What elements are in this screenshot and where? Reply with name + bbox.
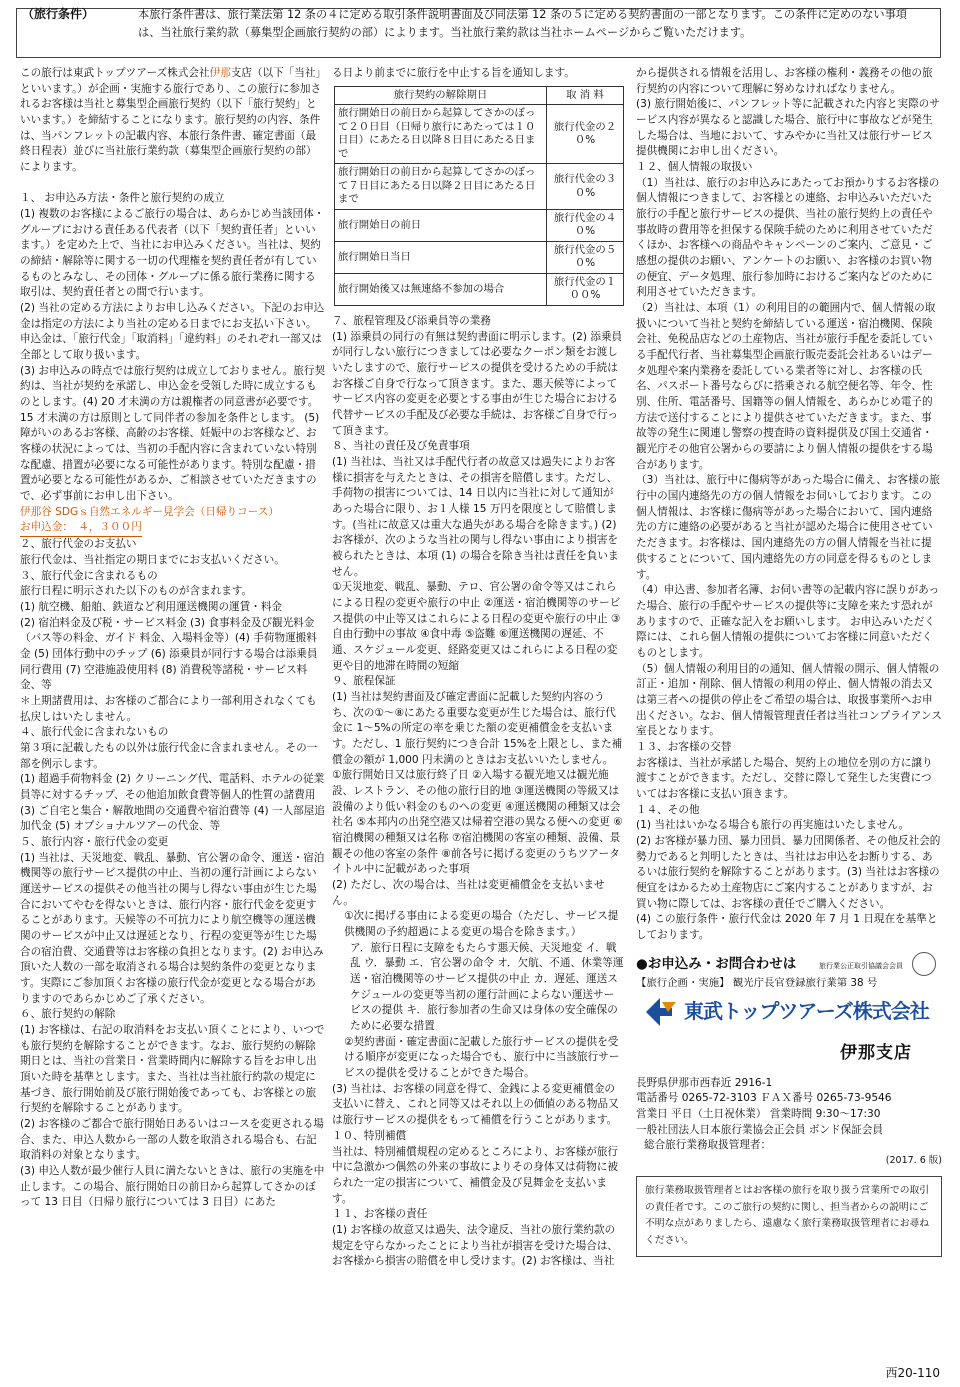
business-hours: 営業日 平日（土日祝休業） 営業時間 9:30〜17:30 [636, 1108, 881, 1121]
terms-header-label: （旅行条件） [22, 7, 95, 21]
section-6-title: ６、旅行契約の解除 [20, 1008, 116, 1021]
company-logo [646, 997, 942, 1027]
section-4-title: ４、旅行代金に含まれないもの [20, 726, 169, 739]
section-7-p: (1) 添乗員の同行の有無は契約書面に明示します。(2) 添乗員が同行しない旅行につきましては必要なクーポン類をお渡しいたしますので、旅行サービスの提供を受けるための手続はお客様ご自身で行なって頂きます。また、悪天候等によってサービス内容の変更を必要とする事由が生じた場合における代替サービスの手配及び必要な手続は、お客様ご自身で行って頂きます。 [332, 330, 623, 437]
company-name: 東武トップツアーズ株式会社 [684, 999, 929, 1024]
table-cell-term: 旅行開始後又は無連絡不参加の場合 [335, 273, 547, 305]
table-cell-term: 旅行開始日当日 [335, 241, 547, 273]
section-12-p: （1）当社は、旅行のお申込みにあたってお預かりするお客様の個人情報につきまして、お客様との連絡、お申込みいただいた旅行の手配と旅行サービスの提供、当社の旅行契約上の責任や事故時の費用等を担保する保険手続のために利用させていただくほか、お客様への商品やキャンペーンのご案内、ご意見・ご感想の提供のお願い、アンケートのお願い、お客様のお買い物の便宜、データ処理、旅行参加時におけるご案内などのために利用させていただきます。 （2）当社は、本項（1）の利用目的の範囲内で、個人情報の取扱いについて当社と契約を締結している運送・宿泊機関、保険会社、免税品店などの土産物店、当社が旅行手配を委託している手配代行者、当社募集型企画旅行販売委託会社あるいはデータ処理や案内業務を委託している業者等に対し、お客様の氏名、パスポート番号ならびに搭乗される航空便名等、年令、性別、住所、電話番号、国籍等の個人情報を、あらかじめ電子的方法で送付することにより提供させていただきます。また、事故等の発生に関連し警察の捜査時の資料提供及び国土交通省・観光庁その他官公署からの要請により個人情報の提供をする場合があります。 （3）当社は、旅行中に傷病等があった場合に備え、お客様の旅行中の国内連絡先の方の個人情報をお伺いしております。この個人情報は、お客様に傷病等があった場合において、国内連絡先の方に連絡の必要があると当社が認めた場合に使用させていただきます。お客様は、国内連絡先の方の個人情報を当社に提供することについて、国内連絡先の方の同意を得るものとします。 （4）申込書、参加者名簿、お伺い書等の記載内容に誤りがあった場合、旅行の手配やサービスの提供等に支障を来たす恐れがありますので、正確な記入をお願いします。 お申込みいただく際には、これら個人情報の提供についてお客様に同意いただくものとします。 （5）個人情報の利用目的の通知、個人情報の開示、個人情報の訂正・追加・削除、個人情報の利用の停止、個人情報の消去又は第三者への提供の停止をご希望の場合は、取扱事業所へお申出ください。なお、個人情報管理責任者は当社コンプライアンス室長となります。 [636, 176, 942, 738]
section-10-title: １０、特別補償 [332, 1129, 407, 1142]
table-cell-fee: 旅行代金の５０% [547, 241, 624, 273]
table-cell-fee: 旅行代金の２０% [547, 105, 624, 164]
table-header-term: 旅行契約の解除期日 [335, 86, 547, 105]
table-cell-fee: 旅行代金の３０% [547, 164, 624, 210]
travel-manager: 総合旅行業務取扱管理者： [644, 1139, 772, 1152]
col3-lead: から提供される情報を活用し、お客様の権利・義務その他の旅行契約の内容について理解に努めなければなりません。 (3) 旅行開始後に、パンフレット等に記載された内容と実際のサービス内容が異なると認識した場合、旅行中に事故などが発生した場合は、当地において、すみやかに当社又は旅行サービス提供機関にお申し出ください。 [636, 67, 940, 158]
section-13-p: お客様は、当社が承諾した場合、契約上の地位を別の方に譲り渡すことができます。ただし、交替に際して発生した実費についてはお客様に支払い頂きます。 [636, 756, 933, 800]
section-3-p: 旅行日程に明示された以下のものが含まれます。 (1) 航空機、船舶、鉄道など利用運送機関の運賃・料金 (2) 宿泊料金及び税・サービス料金 (3) 食事料金及び観光料金（バス等の料金、ガイド 料金、入場料金等）(4) 手荷物運搬料金 (5) 団体行動中のチップ (6) 添乗員が同行する場合は添乗員同行費用 (7) 空港施設使用料 (8) 消費税等諸税・サービス料金、等 ＊上期諸費用は、お客様のご都合により一部利用されなくても払戻しはいたしません。 [20, 585, 318, 723]
section-3-title: ３、旅行代金に含まれるもの [20, 569, 158, 582]
section-9-exception-2: ②契約書面・確定書面に記載した旅行サービスの提供を受ける順序が変更になった場合でも、旅行中に当該旅行サービスの提供を受けることができた場合。 [344, 1035, 620, 1080]
table-cell-fee: 旅行代金の１００% [547, 273, 624, 305]
document-number: 西20-110 [885, 1366, 940, 1381]
section-4-p: 第３項に記載したもの以外は旅行代金に含まれません。その一部を例示します。 (1) 超過手荷物料金 (2) クリーニング代、電話料、ホテルの従業員等に対するチップ、その他追加飲食費等個人的性質の諸費用 (3) ご自宅と集合・解散地間の交通費や宿泊費等 (4) 一人部屋追加代金 (5) オプショナルツアーの代金、等 [20, 741, 325, 833]
column-2 [332, 66, 624, 1378]
section-1-p3: (3) お申込みの時点では旅行契約は成立しておりません。旅行契約は、当社が契約を承諾し、申込金を受領した時に成立するものとします。(4) 20 才未満の方は親権者の同意書が必要です。15 才未満の方は原則として同伴者の参加を条件とします。 (5) 障がいのあるお客様、高齢のお客様、妊娠中のお客様など、お客様の状況によっては、当初の手配内容に含まれていない特別な配慮、措置が必要になる可能性があります。特別な配慮・措置が必要となる可能性があるか、ご相談させていただきますので、必ず事前にお申し出下さい。 [20, 364, 326, 503]
section-1-title: １、 お申込み方法・条件と旅行契約の成立 [20, 192, 225, 205]
section-7-title: ７、旅程管理及び添乗員等の業務 [332, 314, 491, 327]
section-5-p: (1) 当社は、天災地変、戦乱、暴動、官公署の命令、運送・宿泊機関等の旅行サービス提供の中止、当初の運行計画によらない運送サービスの提供その他当社の関与し得ない事由が生じた場合においてやむを得ないときは、旅行内容・旅行代金を変更することがあります。天候等の不可抗力により航空機等の運送機関のサービスが中止又は遅延となり、行程の変更等が生じた場合の宿泊費、交通費等はお客様の負担となります。(2) お申込み頂いた人数の一部を取消される場合は契約条件の変更となります。実際にご参加頂くお客様の旅行代金が変更となる場合がありますのであらかじめご了承ください。 [20, 851, 325, 1005]
section-6-p: (1) お客様は、右記の取消料をお支払い頂くことにより、いつでも旅行契約を解除することができます。なお、旅行契約の解除期日とは、当社の営業日・営業時間内に解除する旨をお申し出頂いた時を基準とします。また、当社は当社旅行約款の規定に基づき、旅行開始前及び旅行開始後であっても、お客様との旅行契約を解除することがあります。 (2) お客様のご都合で旅行開始日あるいはコースを変更される場合、また、申込人数から一部の人数を取消される場合も、右記取消料の対象となります。 (3) 申込人数が最少催行人員に満たないときは、旅行の実施を中止します。この場合、旅行開始日の前日から起算してさかのぼって 13 日目（日帰り旅行については 3 日目）にあた [20, 1023, 325, 1209]
col2-lead: る日より前までに旅行を中止する旨を通知します。 [332, 67, 575, 79]
contact-title-text: ●お申込み・お問合わせは [636, 955, 797, 972]
deposit-amount: お申込金： ４，３００円 [20, 520, 142, 537]
table-header-row [335, 86, 624, 105]
section-1-p1: (1) 複数のお客様によるご旅行の場合は、あらかじめ当該団体・グループにおける責任ある代表者（以下「契約責任者」といいます。）を定めた上で、当社にお申込みください。当社は、契約の締結・解除等に関する一切の代理権を契約責任者が有しているものとみなし、その団体・グループに係る旅行業務に関する取引は、契約責任者との間で行います。 [20, 208, 325, 299]
section-8-p: (1) 当社は、当社又は手配代行者の故意又は過失によりお客様に損害を与えたときは、その損害を賠償します。ただし、手荷物の損害については、14 日以内に当社に対して通知があった場合に限り、お１人様 15 万円を限度として賠償します。(当社に故意又は重大な過失がある場合を除きます。) (2) お客様が、次のような当社の関与し得ない事由により損害を被られたときは、本項 (1) の場合を除き当社は責任を負いません。 ①天災地変、戦乱、暴動、テロ、官公署の命令等又はこれらによる日程の変更や旅行の中止 ②運送・宿泊機関等のサービス提供の中止等又はこれらによる日程の変更や旅行の中止 ③自由行動中の事故 ④食中毒 ⑤盗難 ⑥運送機関の遅延、不通、スケジュール変更、経路変更又はこれらによる日程の変更や目的地滞在時間の短縮 [332, 455, 621, 672]
section-12-title: １２、個人情報の取扱い [636, 161, 753, 174]
section-9-exception-1: ①次に掲げる事由による変更の場合（ただし、サービス提供機関の予約超過による変更の場合を除きます。） [344, 910, 619, 939]
table-row [335, 273, 624, 305]
branch-name: 伊那支店 [840, 1042, 912, 1063]
terms-header-text: 本旅行条件書は、旅行業法第 12 条の４に定める取引条件説明書面及び同法第 12 条の５に定める契約書面の一部となります。この条件に定めのない事項は、当社旅行業約款（募集型企画旅行契約の部）によります。当社旅行業約款は当社ホームページからご覧いただけます。 [138, 8, 907, 39]
intro-branch: 伊那 [209, 67, 231, 79]
column-3 [636, 66, 942, 1378]
company-phone-fax: 電話番号 0265-72-3103 ＦＡＸ番号 0265-73-9546 [636, 1092, 892, 1105]
section-11-title: １１、お客様の責任 [332, 1208, 428, 1221]
table-cell-term: 旅行開始日の前日から起算してさかのぼって７日目にあたる日以降２日目にあたる日まで [335, 164, 547, 210]
section-13-title: １３、お客様の交替 [636, 740, 732, 753]
intro-paragraph [20, 66, 326, 176]
tour-name: 伊那谷 SDGｓ自然エネルギー見学会（日帰りコース） [20, 505, 279, 518]
section-5-title: ５、旅行内容・旅行代金の変更 [20, 835, 169, 848]
section-2-p: 旅行代金は、当社指定の期日までにお支払いください。 [20, 553, 285, 566]
section-9-p-end: (3) 当社は、お客様の同意を得て、金銭による変更補償金の支払いに替え、これと同等又はそれ以上の価値のある物品又は旅行サービスの提供をもって補償を行うことがあります。 [332, 1082, 619, 1127]
intro-text-b: 支店（以下「当社」といいます。）が企画・実施する旅行であり、この旅行に参加されるお客様は当社と募集型企画旅行契約（以下「旅行契約」といいます。）を締結することになります。旅行契約の内容、条件は、当パンフレットの記載内容、本旅行条件書、確定書面（最終日程表）並びに当社旅行業約款（募集型企画旅行契約の部）によります。 [20, 67, 322, 174]
section-9-title: ９、旅程保証 [332, 675, 396, 688]
association-membership: 一般社団法人日本旅行業協会正会員 ボンド保証会員 [636, 1123, 884, 1136]
section-1-p2: (2) 当社の定める方法によりお申し込みください。下記のお申込金は指定の方法により当社の定める日までにお支払い下さい。申込金は、「旅行代金」「取消料」「違約料」のそれぞれ一部又は全部として取り扱います。 [20, 302, 325, 362]
intro-text-a: この旅行は東武トップツアーズ株式会社 [20, 67, 210, 79]
section-2-title: ２、旅行代金のお支払い [20, 538, 137, 551]
table-cell-fee: 旅行代金の４０% [547, 209, 624, 241]
table-cell-term: 旅行開始日の前日から起算してさかのぼって２０日目（日帰り旅行にあたっては１０日目）にあたる日以降８日目にあたる日まで [335, 105, 547, 164]
table-row [335, 241, 624, 273]
planning-registration: 【旅行企画・実施】 観光庁長官登録旅行業第 38 号 [636, 976, 878, 989]
column-1 [20, 66, 326, 1378]
version-label: (2017. 6 版) [885, 1155, 942, 1167]
section-9-exception-list: ア．旅行日程に支障をもたらす悪天候、天災地変 イ．戦乱 ウ．暴動 エ．官公署の命令 オ．欠航、不通、休業等運送・宿泊機関等のサービス提供の中止 カ．遅延、運送スケジュールの変更等当初の運行計画によらない運送サービスの提供 キ．旅行参加者の生命又は身体の安全確保のために必要な措置 [350, 941, 624, 1033]
manager-note-box: 旅行業務取扱管理者とはお客様の旅行を取り扱う営業所での取引の責任者です。このご旅行の契約に関し、担当者からの説明にご不明な点がありましたら、遠慮なく旅行業務取扱管理者にお尋ねください。 [636, 1176, 942, 1257]
association-label: 旅行業公正取引協議会会員 [818, 961, 903, 970]
cancellation-fee-table [334, 86, 624, 306]
section-14-title: １４、その他 [636, 803, 700, 816]
table-cell-term: 旅行開始日の前日 [335, 209, 547, 241]
company-logo-mark-icon [646, 998, 676, 1026]
table-header-fee: 取 消 料 [547, 86, 624, 105]
section-8-title: ８、当社の責任及び免責事項 [332, 440, 470, 453]
section-14-p: (1) 当社はいかなる場合も旅行の再実施はいたしません。 (2) お客様が暴力団、暴力団員、暴力団関係者、その他反社会的勢力であると判明したときは、当社はお申込をお断りする、あるいは旅行契約を解除することがあります。(3) 当社はお客様の便宜をはかるため土産物店にご案内することがありますが、お買い物に際しては、お客様の責任でご購入ください。 (4) この旅行条件・旅行代金は 2020 年 7 月 1 日現在を基準としております。 [636, 819, 941, 941]
company-address: 長野県伊那市西春近 2916-1 [636, 1076, 773, 1089]
table-row [335, 105, 624, 164]
section-9-p: (1) 当社は契約書面及び確定書面に記載した契約内容のうち、次の①〜⑧にあたる重要な変更が生じた場合は、旅行代金に 1〜5%の所定の率を乗じた額の変更補償金を支払います。ただし、1 旅行契約につき合計 15%を上限とし、また補償金の額が 1,000 円未満のときはお支払いいたしません。 ①旅行開始日又は旅行終了日 ②入場する観光地又は観光施設、レストラン、その他の旅行目的地 ③運送機関の等級又は設備のより低い料金のものへの変更 ④運送機関の種類又は会社名 ⑤本邦内の出発空港又は帰着空港の異なる便への変更 ⑥宿泊機関の種類又は名称 ⑦宿泊機関の客室の種類、設備、景観その他の客室の条件 ⑧前各号に掲げる変更のうちツアータイトル中に記載があった事項 (2) ただし、次の場合は、当社は変更補償金を支払いません。 [332, 691, 623, 907]
section-10-p: 当社は、特別補償規程の定めるところにより、お客様が旅行中に急激かつ偶然の外来の事故によりその身体又は荷物に被られた一定の損害について、補償金及び見舞金を支払います。 [332, 1145, 619, 1205]
table-row [335, 164, 624, 210]
table-row [335, 209, 624, 241]
contact-title [636, 952, 942, 976]
fair-trade-seal-icon [912, 952, 936, 976]
section-11-p: (1) お客様の故意又は過失、法令違反、当社の旅行業約款の規定を守らなかったことにより当社が損害を受けた場合は、お客様から損害の賠償を申し受けます。(2) お客様は、当社 [332, 1223, 619, 1268]
